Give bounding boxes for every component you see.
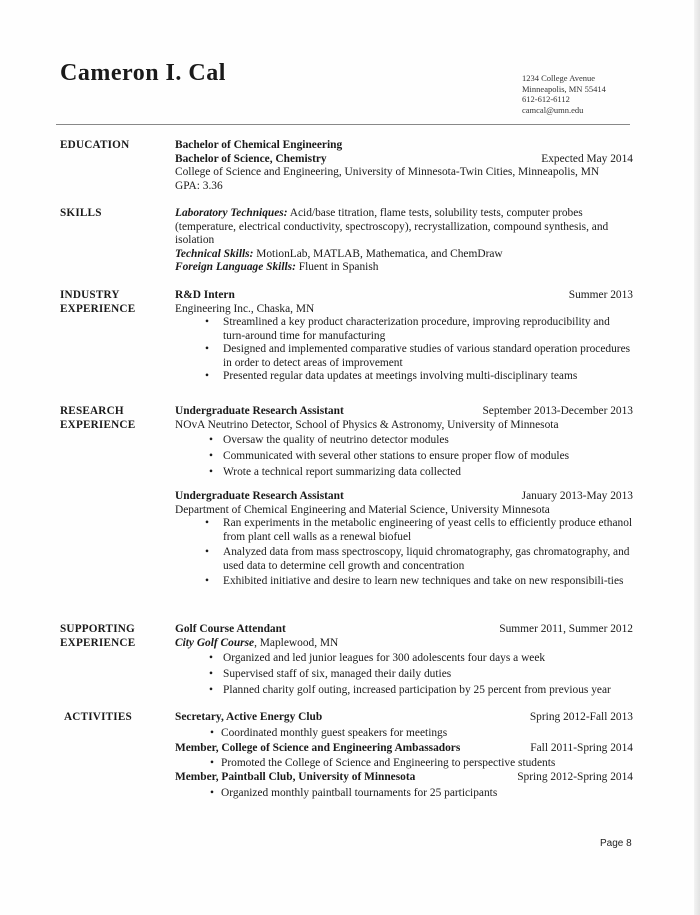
research-content (175, 405, 633, 589)
supporting-content (175, 623, 633, 698)
research-job1-bullets (175, 432, 633, 480)
activity-bullets (175, 725, 633, 741)
job-org (175, 637, 633, 651)
section-label-activities: ACTIVITIES (64, 711, 132, 723)
activities-content (175, 711, 633, 801)
job-org-name: City Golf Course (175, 636, 255, 649)
label-industry: INDUSTRY (60, 289, 120, 301)
job-date: Summer 2011, Summer 2012 (499, 623, 633, 635)
lab-techniques-text: Acid/base titration, flame tests, solubility tests, computer probes (temperature, electrical conductivity, spectroscopy), recrystallization, compound synthesis, and isolation (175, 207, 609, 246)
job-org: Engineering Inc., Chaska, MN (175, 302, 315, 315)
list-item: • Promoted the College of Science and Engineering to perspective students (175, 755, 633, 771)
skills-content (175, 207, 633, 275)
list-item: • Exhibited initiative and desire to learn new techniques and take on new responsibili-ties (175, 575, 633, 589)
section-label-research (60, 405, 170, 432)
gpa-line: GPA: 3.36 (175, 179, 223, 192)
phone-number: 612-612-6112 (522, 94, 570, 104)
address-line-2: Minneapolis, MN 55414 (522, 83, 606, 94)
list-item: • Analyzed data from mass spectroscopy, liquid chromatography, gas chromatography, and used data to determine cell growth and concentration (175, 546, 633, 573)
list-item: • Planned charity golf outing, increased participation by 25 percent from previous year (175, 682, 633, 698)
job-org: Department of Chemical Engineering and Material Science, University Minnesota (175, 503, 550, 516)
list-item: • Organized monthly paintball tournaments for 25 participants (175, 785, 633, 801)
job-title: Undergraduate Research Assistant (175, 405, 344, 417)
expected-date: Expected May 2014 (541, 152, 633, 165)
technical-skills-label: Technical Skills: (175, 247, 254, 260)
job-title: Undergraduate Research Assistant (175, 490, 344, 502)
degree-2: Bachelor of Science, Chemistry (175, 152, 327, 165)
list-item: • Ran experiments in the metabolic engineering of yeast cells to efficiently produce ethanol from plant cell walls as a renewal biofuel (175, 517, 633, 544)
list-item: • Organized and led junior leagues for 300 adolescents four days a week (175, 650, 633, 666)
language-skills-label: Foreign Language Skills: (175, 261, 296, 273)
college-line: College of Science and Engineering, University of Minnesota-Twin Cities, Minneapolis, MN (175, 166, 600, 178)
label-research: RESEARCH (60, 405, 124, 417)
contact-block (522, 73, 606, 115)
address-line-1: 1234 College Avenue (522, 73, 596, 83)
section-label-skills: SKILLS (60, 207, 102, 219)
candidate-name: Cameron I. Cal (60, 60, 226, 86)
list-item: • Supervised staff of six, managed their daily duties (175, 666, 633, 682)
section-label-education: EDUCATION (60, 139, 130, 151)
lab-techniques-line (175, 207, 633, 248)
list-item: • Communicated with several other stations to ensure proper flow of modules (175, 448, 633, 464)
list-item: • Oversaw the quality of neutrino detector modules (175, 432, 633, 448)
industry-bullets (175, 316, 633, 384)
degree-1: Bachelor of Chemical Engineering (175, 139, 343, 151)
activity-date: Spring 2012-Spring 2014 (517, 771, 633, 783)
research-job2-bullets (175, 517, 633, 589)
activity-title: Member, Paintball Club, University of Minnesota (175, 771, 416, 783)
language-skills-line (175, 261, 633, 275)
job-title: Golf Course Attendant (175, 623, 286, 635)
header-divider (56, 124, 630, 125)
section-label-industry (60, 289, 170, 316)
lab-techniques-label: Laboratory Techniques: (175, 207, 288, 219)
list-item: • Designed and implemented comparative studies of various standard operation procedures in order to detect areas of improvement (175, 343, 633, 370)
supporting-bullets (175, 650, 633, 698)
page-number: Page 8 (600, 838, 632, 849)
job-org-location: , Maplewood, MN (254, 636, 339, 649)
activity-bullets (175, 755, 633, 771)
job-date: January 2013-May 2013 (521, 490, 633, 502)
list-item: • Presented regular data updates at meetings involving multi-disciplinary teams (175, 370, 633, 384)
label-experience: EXPERIENCE (60, 418, 136, 431)
industry-content (175, 289, 633, 384)
activity-date: Spring 2012-Fall 2013 (529, 711, 633, 723)
technical-skills-line (175, 248, 633, 262)
section-label-supporting (60, 623, 170, 650)
activity-title: Secretary, Active Energy Club (175, 711, 323, 723)
activity-bullets (175, 785, 633, 801)
language-skills-text: Fluent in Spanish (295, 261, 379, 273)
job-date: September 2013-December 2013 (482, 405, 633, 417)
list-item: • Coordinated monthly guest speakers for meetings (175, 725, 633, 741)
label-experience: EXPERIENCE (60, 302, 136, 315)
activity-date: Fall 2011-Spring 2014 (530, 741, 633, 754)
label-experience: EXPERIENCE (60, 636, 136, 649)
email-address: camcal@umn.edu (522, 104, 584, 115)
label-supporting: SUPPORTING (60, 623, 135, 635)
job-date: Summer 2013 (568, 289, 633, 301)
technical-skills-text: MotionLab, MATLAB, Mathematica, and ChemDraw (253, 247, 503, 260)
education-content (175, 139, 633, 193)
job-title: R&D Intern (175, 289, 235, 301)
job-org: NOvA Neutrino Detector, School of Physics & Astronomy, University of Minnesota (175, 418, 559, 431)
activity-title: Member, College of Science and Engineering Ambassadors (175, 741, 461, 754)
list-item: • Wrote a technical report summarizing data collected (175, 464, 633, 480)
list-item: • Streamlined a key product characterization procedure, improving reproducibility and turn-around time for manufacturing (175, 316, 633, 343)
